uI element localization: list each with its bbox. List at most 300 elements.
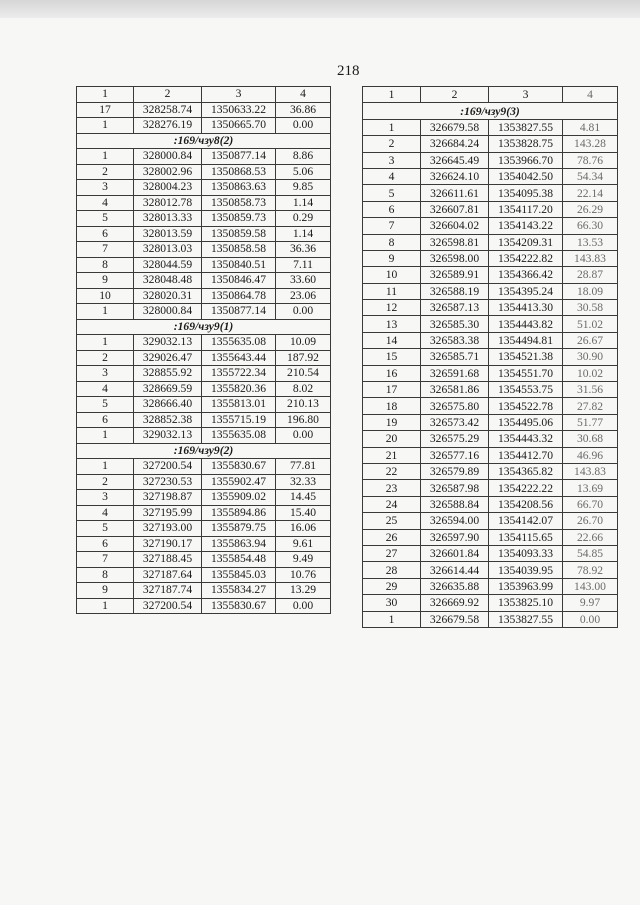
table-row: [363, 119, 618, 135]
table-row: [363, 463, 618, 479]
x-coordinate-cell: 329032.13: [134, 335, 202, 351]
y-coordinate-cell: 1350858.58: [202, 242, 276, 258]
table-row: [363, 578, 618, 594]
y-coordinate-cell: 1354366.42: [489, 267, 563, 283]
distance-cell: 66.70: [563, 496, 618, 512]
table-row: [77, 335, 331, 351]
table-row: [363, 365, 618, 381]
table-row: [77, 397, 331, 413]
distance-cell: 30.90: [563, 349, 618, 365]
table-row: [77, 180, 331, 196]
x-coordinate-cell: 326585.30: [421, 316, 489, 332]
x-coordinate-cell: 326587.13: [421, 300, 489, 316]
x-coordinate-cell: 327187.64: [134, 567, 202, 583]
distance-cell: 9.49: [276, 552, 331, 568]
table-row: [363, 250, 618, 266]
point-number-cell: 28: [363, 562, 421, 578]
x-coordinate-cell: 328000.84: [134, 149, 202, 165]
distance-cell: 26.67: [563, 332, 618, 348]
table-row: [363, 513, 618, 529]
y-coordinate-cell: 1354412.70: [489, 447, 563, 463]
distance-cell: 22.66: [563, 529, 618, 545]
x-coordinate-cell: 327230.53: [134, 474, 202, 490]
point-number-cell: 12: [363, 300, 421, 316]
table-row: [363, 562, 618, 578]
x-coordinate-cell: 327188.45: [134, 552, 202, 568]
table-header-row: [363, 87, 618, 103]
x-coordinate-cell: 326684.24: [421, 136, 489, 152]
y-coordinate-cell: 1353963.99: [489, 578, 563, 594]
coordinates-table-left-body: [77, 87, 331, 614]
point-number-cell: 17: [77, 102, 134, 118]
x-coordinate-cell: 328855.92: [134, 366, 202, 382]
table-row: [77, 459, 331, 475]
distance-cell: 15.40: [276, 505, 331, 521]
y-coordinate-cell: 1354117.20: [489, 201, 563, 217]
point-number-cell: 2: [77, 474, 134, 490]
point-number-cell: 15: [363, 349, 421, 365]
x-coordinate-cell: 328666.40: [134, 397, 202, 413]
distance-cell: 30.68: [563, 431, 618, 447]
y-coordinate-cell: 1353827.55: [489, 119, 563, 135]
point-number-cell: 5: [363, 185, 421, 201]
parcel-section-label: :169/чзу8(2): [77, 133, 331, 149]
table-row: [77, 195, 331, 211]
y-coordinate-cell: 1355902.47: [202, 474, 276, 490]
y-coordinate-cell: 1350859.73: [202, 211, 276, 227]
distance-cell: 28.87: [563, 267, 618, 283]
x-coordinate-cell: 326585.71: [421, 349, 489, 365]
point-number-cell: 17: [363, 382, 421, 398]
y-coordinate-cell: 1355845.03: [202, 567, 276, 583]
table-header-row: [77, 87, 331, 103]
point-number-cell: 25: [363, 513, 421, 529]
x-coordinate-cell: 326575.29: [421, 431, 489, 447]
y-coordinate-cell: 1350665.70: [202, 118, 276, 134]
x-coordinate-cell: 326597.90: [421, 529, 489, 545]
distance-cell: 10.09: [276, 335, 331, 351]
table-row: [77, 381, 331, 397]
point-number-cell: 4: [77, 505, 134, 521]
x-coordinate-cell: 326645.49: [421, 152, 489, 168]
distance-cell: 66.30: [563, 218, 618, 234]
y-coordinate-cell: 1354521.38: [489, 349, 563, 365]
x-coordinate-cell: 326598.81: [421, 234, 489, 250]
y-coordinate-cell: 1355894.86: [202, 505, 276, 521]
point-number-cell: 4: [77, 381, 134, 397]
table-row: [77, 583, 331, 599]
distance-cell: 51.02: [563, 316, 618, 332]
x-coordinate-cell: 326573.42: [421, 414, 489, 430]
y-coordinate-cell: 1354443.82: [489, 316, 563, 332]
parcel-section-label: :169/чзу9(2): [77, 443, 331, 459]
point-number-cell: 13: [363, 316, 421, 332]
distance-cell: 13.53: [563, 234, 618, 250]
y-coordinate-cell: 1350877.14: [202, 304, 276, 320]
table-row: [363, 300, 618, 316]
y-coordinate-cell: 1354209.31: [489, 234, 563, 250]
y-coordinate-cell: 1355635.08: [202, 335, 276, 351]
distance-cell: 4.81: [563, 119, 618, 135]
x-coordinate-cell: 328013.59: [134, 226, 202, 242]
point-number-cell: 8: [77, 257, 134, 273]
table-row: [363, 382, 618, 398]
x-coordinate-cell: 328020.31: [134, 288, 202, 304]
distance-cell: 46.96: [563, 447, 618, 463]
distance-cell: 8.02: [276, 381, 331, 397]
distance-cell: 33.60: [276, 273, 331, 289]
x-coordinate-cell: 326635.88: [421, 578, 489, 594]
y-coordinate-cell: 1355863.94: [202, 536, 276, 552]
y-coordinate-cell: 1354222.82: [489, 250, 563, 266]
y-coordinate-cell: 1354222.22: [489, 480, 563, 496]
y-coordinate-cell: 1354443.32: [489, 431, 563, 447]
table-row: [77, 350, 331, 366]
point-number-cell: 9: [363, 250, 421, 266]
table-row: [77, 288, 331, 304]
distance-cell: 187.92: [276, 350, 331, 366]
y-coordinate-cell: 1350633.22: [202, 102, 276, 118]
table-row: [77, 118, 331, 134]
table-row: [363, 267, 618, 283]
point-number-cell: 29: [363, 578, 421, 594]
point-number-cell: 9: [77, 273, 134, 289]
distance-cell: 196.80: [276, 412, 331, 428]
distance-cell: 36.86: [276, 102, 331, 118]
y-coordinate-cell: 1355830.67: [202, 598, 276, 614]
x-coordinate-cell: 326604.02: [421, 218, 489, 234]
table-row: [363, 545, 618, 561]
point-number-cell: 11: [363, 283, 421, 299]
distance-cell: 0.00: [563, 611, 618, 627]
point-number-cell: 1: [77, 335, 134, 351]
y-coordinate-cell: 1354042.50: [489, 168, 563, 184]
table-row: [77, 304, 331, 320]
table-row: [363, 447, 618, 463]
x-coordinate-cell: 326624.10: [421, 168, 489, 184]
point-number-cell: 2: [363, 136, 421, 152]
table-row: [363, 234, 618, 250]
y-coordinate-cell: 1354039.95: [489, 562, 563, 578]
point-number-cell: 3: [77, 180, 134, 196]
x-coordinate-cell: 328048.48: [134, 273, 202, 289]
x-coordinate-cell: 326611.61: [421, 185, 489, 201]
table-row: [77, 474, 331, 490]
y-coordinate-cell: 1353825.10: [489, 595, 563, 611]
distance-cell: 9.85: [276, 180, 331, 196]
point-number-cell: 1: [77, 598, 134, 614]
point-number-cell: 27: [363, 545, 421, 561]
x-coordinate-cell: 326577.16: [421, 447, 489, 463]
x-coordinate-cell: 327187.74: [134, 583, 202, 599]
table-row: [363, 496, 618, 512]
y-coordinate-cell: 1350846.47: [202, 273, 276, 289]
y-coordinate-cell: 1355820.36: [202, 381, 276, 397]
distance-cell: 22.14: [563, 185, 618, 201]
column-number-cell: 1: [363, 87, 421, 103]
x-coordinate-cell: 326607.81: [421, 201, 489, 217]
x-coordinate-cell: 328012.78: [134, 195, 202, 211]
point-number-cell: 24: [363, 496, 421, 512]
distance-cell: 78.76: [563, 152, 618, 168]
y-coordinate-cell: 1355722.34: [202, 366, 276, 382]
y-coordinate-cell: 1353966.70: [489, 152, 563, 168]
column-number-cell: 2: [134, 87, 202, 103]
distance-cell: 30.58: [563, 300, 618, 316]
x-coordinate-cell: 327190.17: [134, 536, 202, 552]
distance-cell: 23.06: [276, 288, 331, 304]
table-row: [363, 283, 618, 299]
x-coordinate-cell: 328258.74: [134, 102, 202, 118]
distance-cell: 10.02: [563, 365, 618, 381]
distance-cell: 0.00: [276, 118, 331, 134]
y-coordinate-cell: 1354551.70: [489, 365, 563, 381]
table-row: [77, 242, 331, 258]
x-coordinate-cell: 328000.84: [134, 304, 202, 320]
x-coordinate-cell: 328013.33: [134, 211, 202, 227]
point-number-cell: 22: [363, 463, 421, 479]
coordinates-table-right: [362, 86, 618, 628]
point-number-cell: 4: [77, 195, 134, 211]
point-number-cell: 5: [77, 521, 134, 537]
y-coordinate-cell: 1354208.56: [489, 496, 563, 512]
distance-cell: 5.06: [276, 164, 331, 180]
distance-cell: 77.81: [276, 459, 331, 475]
table-row: [77, 102, 331, 118]
point-number-cell: 3: [363, 152, 421, 168]
y-coordinate-cell: 1353827.55: [489, 611, 563, 627]
x-coordinate-cell: 326587.98: [421, 480, 489, 496]
table-row: [363, 414, 618, 430]
distance-cell: 0.00: [276, 304, 331, 320]
distance-cell: 10.76: [276, 567, 331, 583]
x-coordinate-cell: 327195.99: [134, 505, 202, 521]
table-row: [77, 412, 331, 428]
distance-cell: 36.36: [276, 242, 331, 258]
table-row: [77, 149, 331, 165]
section-row: [77, 319, 331, 335]
scan-top-bar: [0, 0, 640, 18]
point-number-cell: 3: [77, 366, 134, 382]
x-coordinate-cell: 326594.00: [421, 513, 489, 529]
distance-cell: 54.85: [563, 545, 618, 561]
x-coordinate-cell: 328013.03: [134, 242, 202, 258]
point-number-cell: 20: [363, 431, 421, 447]
x-coordinate-cell: 326589.91: [421, 267, 489, 283]
table-row: [77, 505, 331, 521]
x-coordinate-cell: 326601.84: [421, 545, 489, 561]
x-coordinate-cell: 326591.68: [421, 365, 489, 381]
table-row: [77, 521, 331, 537]
point-number-cell: 9: [77, 583, 134, 599]
table-row: [363, 168, 618, 184]
y-coordinate-cell: 1355854.48: [202, 552, 276, 568]
distance-cell: 54.34: [563, 168, 618, 184]
table-row: [363, 136, 618, 152]
distance-cell: 8.86: [276, 149, 331, 165]
table-row: [363, 332, 618, 348]
point-number-cell: 16: [363, 365, 421, 381]
distance-cell: 0.00: [276, 428, 331, 444]
y-coordinate-cell: 1354495.06: [489, 414, 563, 430]
coordinates-table-left: [76, 86, 331, 614]
table-row: [77, 273, 331, 289]
point-number-cell: 1: [363, 611, 421, 627]
y-coordinate-cell: 1355879.75: [202, 521, 276, 537]
table-row: [363, 316, 618, 332]
distance-cell: 143.00: [563, 578, 618, 594]
point-number-cell: 6: [77, 536, 134, 552]
table-row: [77, 536, 331, 552]
table-row: [77, 428, 331, 444]
column-number-cell: 4: [276, 87, 331, 103]
distance-cell: 210.13: [276, 397, 331, 413]
distance-cell: 13.29: [276, 583, 331, 599]
table-row: [77, 552, 331, 568]
point-number-cell: 5: [77, 211, 134, 227]
point-number-cell: 6: [77, 226, 134, 242]
table-row: [363, 611, 618, 627]
table-row: [77, 164, 331, 180]
point-number-cell: 26: [363, 529, 421, 545]
x-coordinate-cell: 328276.19: [134, 118, 202, 134]
distance-cell: 0.29: [276, 211, 331, 227]
table-row: [77, 257, 331, 273]
table-row: [363, 431, 618, 447]
table-row: [77, 490, 331, 506]
distance-cell: 9.61: [276, 536, 331, 552]
point-number-cell: 19: [363, 414, 421, 430]
point-number-cell: 5: [77, 397, 134, 413]
table-row: [77, 567, 331, 583]
table-row: [363, 185, 618, 201]
table-row: [77, 211, 331, 227]
column-number-cell: 1: [77, 87, 134, 103]
y-coordinate-cell: 1355834.27: [202, 583, 276, 599]
section-row: [77, 133, 331, 149]
distance-cell: 26.70: [563, 513, 618, 529]
distance-cell: 27.82: [563, 398, 618, 414]
point-number-cell: 2: [77, 350, 134, 366]
page-number: 218: [337, 63, 360, 79]
y-coordinate-cell: 1355715.19: [202, 412, 276, 428]
x-coordinate-cell: 326669.92: [421, 595, 489, 611]
distance-cell: 210.54: [276, 366, 331, 382]
column-number-cell: 2: [421, 87, 489, 103]
point-number-cell: 1: [77, 459, 134, 475]
y-coordinate-cell: 1354522.78: [489, 398, 563, 414]
point-number-cell: 1: [77, 118, 134, 134]
distance-cell: 78.92: [563, 562, 618, 578]
x-coordinate-cell: 326583.38: [421, 332, 489, 348]
table-row: [363, 349, 618, 365]
x-coordinate-cell: 326614.44: [421, 562, 489, 578]
point-number-cell: 6: [363, 201, 421, 217]
y-coordinate-cell: 1354413.30: [489, 300, 563, 316]
x-coordinate-cell: 326679.58: [421, 611, 489, 627]
point-number-cell: 21: [363, 447, 421, 463]
point-number-cell: 8: [77, 567, 134, 583]
x-coordinate-cell: 328002.96: [134, 164, 202, 180]
point-number-cell: 14: [363, 332, 421, 348]
table-row: [77, 366, 331, 382]
x-coordinate-cell: 326575.80: [421, 398, 489, 414]
y-coordinate-cell: 1350863.63: [202, 180, 276, 196]
y-coordinate-cell: 1350868.53: [202, 164, 276, 180]
y-coordinate-cell: 1355813.01: [202, 397, 276, 413]
x-coordinate-cell: 328004.23: [134, 180, 202, 196]
y-coordinate-cell: 1354095.38: [489, 185, 563, 201]
table-row: [363, 152, 618, 168]
x-coordinate-cell: 326679.58: [421, 119, 489, 135]
column-number-cell: 3: [489, 87, 563, 103]
x-coordinate-cell: 326581.86: [421, 382, 489, 398]
distance-cell: 1.14: [276, 195, 331, 211]
distance-cell: 26.29: [563, 201, 618, 217]
point-number-cell: 3: [77, 490, 134, 506]
point-number-cell: 10: [77, 288, 134, 304]
point-number-cell: 10: [363, 267, 421, 283]
point-number-cell: 7: [77, 552, 134, 568]
distance-cell: 14.45: [276, 490, 331, 506]
distance-cell: 16.06: [276, 521, 331, 537]
y-coordinate-cell: 1350859.58: [202, 226, 276, 242]
y-coordinate-cell: 1354143.22: [489, 218, 563, 234]
x-coordinate-cell: 328669.59: [134, 381, 202, 397]
y-coordinate-cell: 1354553.75: [489, 382, 563, 398]
distance-cell: 18.09: [563, 283, 618, 299]
y-coordinate-cell: 1354115.65: [489, 529, 563, 545]
point-number-cell: 1: [77, 304, 134, 320]
point-number-cell: 23: [363, 480, 421, 496]
parcel-section-label: :169/чзу9(3): [363, 103, 618, 119]
x-coordinate-cell: 327198.87: [134, 490, 202, 506]
coordinates-table-right-body: [363, 87, 618, 628]
table-row: [363, 480, 618, 496]
x-coordinate-cell: 326588.19: [421, 283, 489, 299]
distance-cell: 143.83: [563, 463, 618, 479]
y-coordinate-cell: 1350864.78: [202, 288, 276, 304]
point-number-cell: 18: [363, 398, 421, 414]
section-row: [77, 443, 331, 459]
point-number-cell: 30: [363, 595, 421, 611]
table-row: [77, 226, 331, 242]
point-number-cell: 1: [77, 149, 134, 165]
table-row: [363, 595, 618, 611]
point-number-cell: 4: [363, 168, 421, 184]
y-coordinate-cell: 1350877.14: [202, 149, 276, 165]
table-row: [77, 598, 331, 614]
y-coordinate-cell: 1350840.51: [202, 257, 276, 273]
distance-cell: 31.56: [563, 382, 618, 398]
column-number-cell: 4: [563, 87, 618, 103]
y-coordinate-cell: 1355635.08: [202, 428, 276, 444]
point-number-cell: 1: [77, 428, 134, 444]
distance-cell: 1.14: [276, 226, 331, 242]
y-coordinate-cell: 1354494.81: [489, 332, 563, 348]
distance-cell: 143.28: [563, 136, 618, 152]
distance-cell: 13.69: [563, 480, 618, 496]
point-number-cell: 6: [77, 412, 134, 428]
distance-cell: 7.11: [276, 257, 331, 273]
table-row: [363, 218, 618, 234]
y-coordinate-cell: 1354142.07: [489, 513, 563, 529]
distance-cell: 32.33: [276, 474, 331, 490]
distance-cell: 143.83: [563, 250, 618, 266]
point-number-cell: 8: [363, 234, 421, 250]
point-number-cell: 2: [77, 164, 134, 180]
column-number-cell: 3: [202, 87, 276, 103]
